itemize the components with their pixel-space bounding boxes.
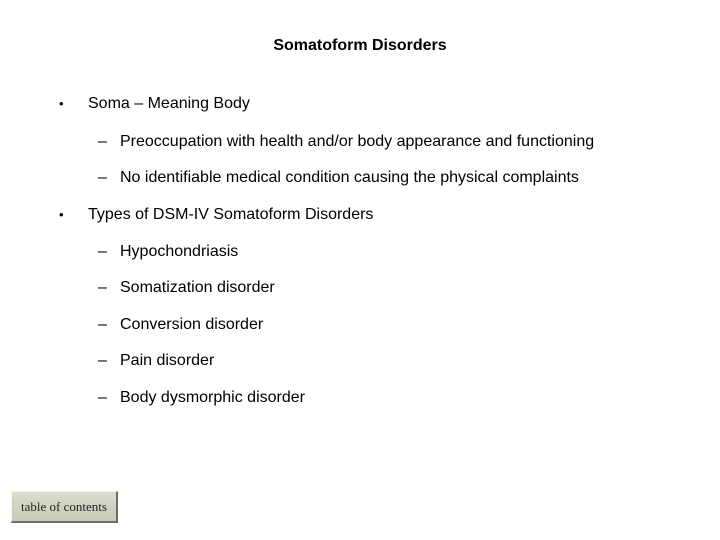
sub-bullet-text: Pain disorder	[120, 352, 215, 369]
bullet-text: Soma – Meaning Body	[88, 95, 250, 112]
sub-bullet-text: Body dysmorphic disorder	[120, 389, 305, 406]
bullet-marker: •	[59, 207, 64, 222]
sub-bullet-marker: –	[98, 352, 107, 369]
sub-bullet-marker: –	[98, 169, 107, 186]
table-of-contents-button[interactable]: table of contents	[11, 491, 118, 523]
sub-bullet-marker: –	[98, 316, 107, 333]
bullet-marker: •	[59, 96, 64, 111]
sub-bullet-marker: –	[98, 243, 107, 260]
sub-bullet-text: No identifiable medical condition causing the physical complaints	[120, 169, 579, 186]
slide-title: Somatoform Disorders	[273, 37, 447, 54]
sub-bullet-text: Conversion disorder	[120, 316, 264, 333]
sub-bullet-marker: –	[98, 389, 107, 406]
sub-bullet-text: Somatization disorder	[120, 279, 275, 296]
sub-bullet-marker: –	[98, 133, 107, 150]
sub-bullet-text: Preoccupation with health and/or body appearance and functioning	[120, 133, 595, 150]
sub-bullet-text: Hypochondriasis	[120, 243, 239, 260]
bullet-text: Types of DSM-IV Somatoform Disorders	[88, 206, 374, 223]
sub-bullet-marker: –	[98, 279, 107, 296]
